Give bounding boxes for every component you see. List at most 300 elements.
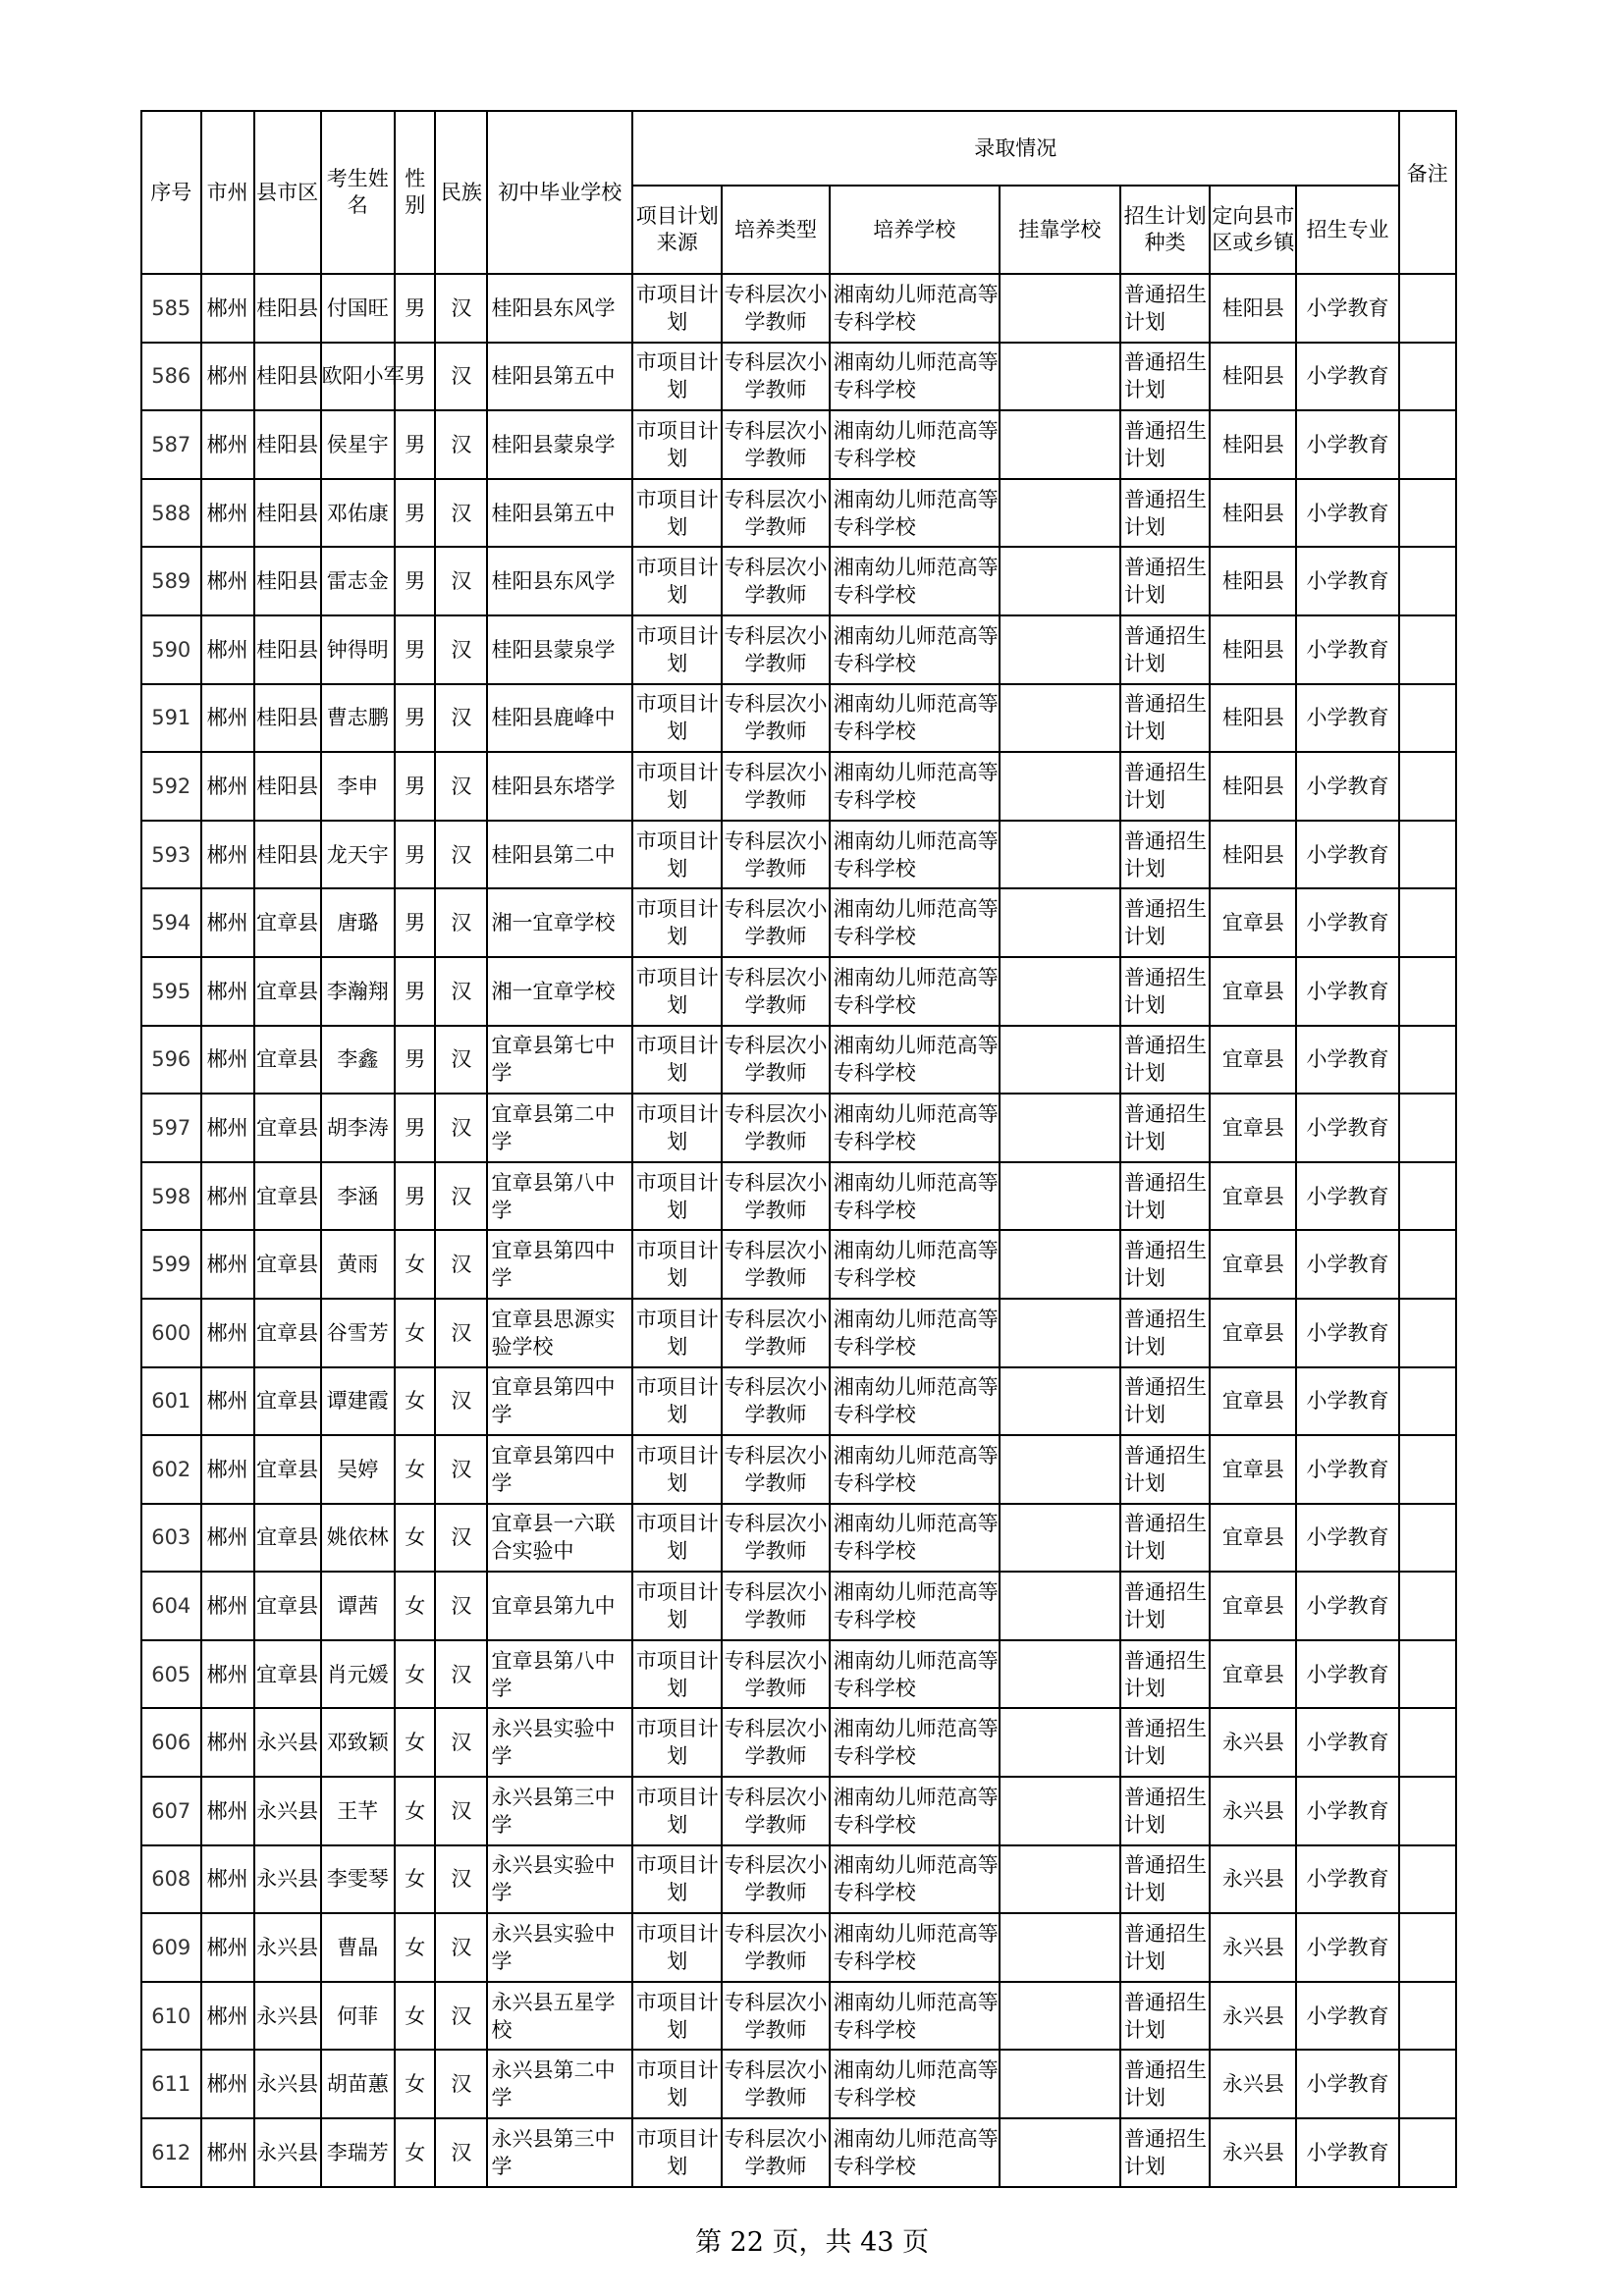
cell-seq: 608 [141,1845,201,1914]
cell-middle-school: 宜章县第四中学 [487,1230,632,1299]
table-row [141,1230,1456,1299]
cell-gender: 男 [395,274,435,343]
cell-plan-kind: 普通招生计划 [1120,1845,1210,1914]
cell-seq: 599 [141,1230,201,1299]
cell-plan-kind: 普通招生计划 [1120,1913,1210,1982]
cell-seq: 610 [141,1982,201,2051]
header-major: 招生专业 [1296,186,1398,274]
cell-directed-area: 桂阳县 [1210,821,1296,889]
cell-county: 宜章县 [254,888,321,957]
cell-seq: 596 [141,1026,201,1095]
cell-ethnicity: 汉 [435,479,487,548]
cell-train-type: 专科层次小学教师 [722,547,829,615]
cell-name: 曹志鹏 [321,684,395,753]
table-row [141,1913,1456,1982]
table-row [141,752,1456,821]
cell-city: 郴州 [201,1094,254,1162]
cell-major: 小学教育 [1296,343,1398,411]
cell-remarks [1399,547,1457,615]
cell-ethnicity: 汉 [435,1230,487,1299]
table-row [141,1982,1456,2051]
cell-county: 宜章县 [254,957,321,1026]
cell-remarks [1399,1026,1457,1095]
cell-county: 宜章县 [254,1367,321,1436]
cell-train-school: 湘南幼儿师范高等专科学校 [830,1299,1000,1367]
cell-middle-school: 桂阳县第二中 [487,821,632,889]
cell-directed-area: 永兴县 [1210,1982,1296,2051]
cell-train-school: 湘南幼儿师范高等专科学校 [830,1094,1000,1162]
cell-gender: 女 [395,1845,435,1914]
cell-county: 桂阳县 [254,343,321,411]
table-row [141,1026,1456,1095]
cell-gender: 男 [395,615,435,684]
cell-ethnicity: 汉 [435,1708,487,1777]
cell-city: 郴州 [201,752,254,821]
cell-gender: 女 [395,1504,435,1573]
cell-plan-source: 市项目计划 [632,1913,722,1982]
table-row [141,1845,1456,1914]
cell-plan-source: 市项目计划 [632,752,722,821]
cell-county: 桂阳县 [254,410,321,479]
cell-middle-school: 桂阳县蒙泉学 [487,410,632,479]
cell-remarks [1399,957,1457,1026]
cell-middle-school: 桂阳县东风学 [487,547,632,615]
cell-plan-kind: 普通招生计划 [1120,343,1210,411]
cell-directed-area: 桂阳县 [1210,479,1296,548]
cell-affiliate-school [1000,615,1120,684]
cell-seq: 594 [141,888,201,957]
cell-affiliate-school [1000,1435,1120,1504]
header-plan-source: 项目计划来源 [632,186,722,274]
cell-directed-area: 桂阳县 [1210,410,1296,479]
cell-city: 郴州 [201,684,254,753]
cell-train-type: 专科层次小学教师 [722,1982,829,2051]
cell-train-school: 湘南幼儿师范高等专科学校 [830,1845,1000,1914]
cell-train-type: 专科层次小学教师 [722,2050,829,2118]
cell-affiliate-school [1000,1845,1120,1914]
cell-city: 郴州 [201,1982,254,2051]
cell-train-type: 专科层次小学教师 [722,1299,829,1367]
cell-seq: 590 [141,615,201,684]
cell-plan-kind: 普通招生计划 [1120,479,1210,548]
cell-train-school: 湘南幼儿师范高等专科学校 [830,1026,1000,1095]
cell-directed-area: 宜章县 [1210,1640,1296,1709]
cell-name: 李瀚翔 [321,957,395,1026]
cell-seq: 605 [141,1640,201,1709]
cell-name: 吴婷 [321,1435,395,1504]
cell-train-type: 专科层次小学教师 [722,1094,829,1162]
cell-name: 胡苗蕙 [321,2050,395,2118]
cell-middle-school: 桂阳县东塔学 [487,752,632,821]
cell-directed-area: 永兴县 [1210,1777,1296,1845]
cell-middle-school: 永兴县第三中学 [487,1777,632,1845]
cell-major: 小学教育 [1296,684,1398,753]
cell-seq: 591 [141,684,201,753]
cell-directed-area: 宜章县 [1210,1367,1296,1436]
cell-major: 小学教育 [1296,1367,1398,1436]
cell-directed-area: 桂阳县 [1210,752,1296,821]
cell-affiliate-school [1000,1572,1120,1640]
header-train-type: 培养类型 [722,186,829,274]
cell-train-type: 专科层次小学教师 [722,1367,829,1436]
cell-plan-source: 市项目计划 [632,410,722,479]
cell-ethnicity: 汉 [435,1504,487,1573]
cell-ethnicity: 汉 [435,2050,487,2118]
cell-train-type: 专科层次小学教师 [722,752,829,821]
cell-gender: 女 [395,1982,435,2051]
cell-county: 永兴县 [254,1708,321,1777]
cell-ethnicity: 汉 [435,1572,487,1640]
cell-name: 王芊 [321,1777,395,1845]
cell-plan-kind: 普通招生计划 [1120,1777,1210,1845]
cell-gender: 女 [395,1367,435,1436]
cell-name: 姚依林 [321,1504,395,1573]
cell-train-school: 湘南幼儿师范高等专科学校 [830,888,1000,957]
header-seq: 序号 [141,111,201,274]
cell-name: 付国旺 [321,274,395,343]
cell-train-school: 湘南幼儿师范高等专科学校 [830,1162,1000,1231]
cell-train-type: 专科层次小学教师 [722,1230,829,1299]
cell-remarks [1399,752,1457,821]
header-train-school: 培养学校 [830,186,1000,274]
cell-name: 胡李涛 [321,1094,395,1162]
cell-remarks [1399,2050,1457,2118]
cell-name: 邓佑康 [321,479,395,548]
cell-seq: 600 [141,1299,201,1367]
cell-major: 小学教育 [1296,1230,1398,1299]
cell-plan-source: 市项目计划 [632,1230,722,1299]
cell-plan-kind: 普通招生计划 [1120,957,1210,1026]
cell-remarks [1399,1162,1457,1231]
cell-train-school: 湘南幼儿师范高等专科学校 [830,1982,1000,2051]
cell-affiliate-school [1000,1913,1120,1982]
cell-city: 郴州 [201,1435,254,1504]
cell-gender: 男 [395,684,435,753]
cell-plan-source: 市项目计划 [632,274,722,343]
cell-remarks [1399,684,1457,753]
cell-county: 宜章县 [254,1504,321,1573]
cell-train-type: 专科层次小学教师 [722,1572,829,1640]
header-directed-area: 定向县市区或乡镇 [1210,186,1296,274]
cell-plan-source: 市项目计划 [632,1504,722,1573]
header-county: 县市区 [254,111,321,274]
cell-city: 郴州 [201,957,254,1026]
cell-plan-kind: 普通招生计划 [1120,274,1210,343]
cell-major: 小学教育 [1296,752,1398,821]
cell-major: 小学教育 [1296,410,1398,479]
cell-plan-kind: 普通招生计划 [1120,547,1210,615]
table-row [141,1777,1456,1845]
cell-gender: 女 [395,1913,435,1982]
cell-directed-area: 桂阳县 [1210,684,1296,753]
cell-plan-kind: 普通招生计划 [1120,1367,1210,1436]
cell-train-school: 湘南幼儿师范高等专科学校 [830,1913,1000,1982]
cell-remarks [1399,1913,1457,1982]
cell-middle-school: 永兴县第二中学 [487,2050,632,2118]
cell-seq: 585 [141,274,201,343]
cell-plan-source: 市项目计划 [632,2050,722,2118]
cell-county: 永兴县 [254,1845,321,1914]
table-row [141,957,1456,1026]
cell-name: 龙天宇 [321,821,395,889]
cell-major: 小学教育 [1296,1572,1398,1640]
cell-middle-school: 湘一宜章学校 [487,888,632,957]
cell-name: 何菲 [321,1982,395,2051]
cell-seq: 603 [141,1504,201,1573]
cell-remarks [1399,821,1457,889]
cell-train-school: 湘南幼儿师范高等专科学校 [830,274,1000,343]
cell-remarks [1399,343,1457,411]
cell-gender: 男 [395,343,435,411]
cell-city: 郴州 [201,1708,254,1777]
cell-train-type: 专科层次小学教师 [722,1162,829,1231]
table-row [141,1572,1456,1640]
cell-county: 宜章县 [254,1094,321,1162]
cell-name: 谭茜 [321,1572,395,1640]
cell-affiliate-school [1000,888,1120,957]
cell-city: 郴州 [201,1299,254,1367]
cell-city: 郴州 [201,1845,254,1914]
cell-remarks [1399,1504,1457,1573]
cell-affiliate-school [1000,1777,1120,1845]
cell-plan-source: 市项目计划 [632,1640,722,1709]
cell-remarks [1399,479,1457,548]
cell-remarks [1399,1094,1457,1162]
table-row [141,343,1456,411]
table-row [141,1299,1456,1367]
cell-gender: 男 [395,479,435,548]
cell-affiliate-school [1000,1094,1120,1162]
cell-name: 邓致颖 [321,1708,395,1777]
cell-seq: 593 [141,821,201,889]
page-footer: 第 22 页，共 43 页 [694,2227,930,2258]
cell-middle-school: 桂阳县东风学 [487,274,632,343]
cell-train-school: 湘南幼儿师范高等专科学校 [830,2118,1000,2187]
cell-county: 永兴县 [254,2050,321,2118]
cell-plan-source: 市项目计划 [632,615,722,684]
cell-county: 宜章县 [254,1299,321,1367]
cell-plan-kind: 普通招生计划 [1120,1640,1210,1709]
cell-plan-kind: 普通招生计划 [1120,888,1210,957]
cell-affiliate-school [1000,684,1120,753]
cell-train-school: 湘南幼儿师范高等专科学校 [830,479,1000,548]
cell-directed-area: 永兴县 [1210,1708,1296,1777]
cell-county: 宜章县 [254,1026,321,1095]
cell-affiliate-school [1000,1026,1120,1095]
cell-directed-area: 宜章县 [1210,1094,1296,1162]
cell-train-school: 湘南幼儿师范高等专科学校 [830,1640,1000,1709]
cell-train-type: 专科层次小学教师 [722,343,829,411]
cell-name: 谷雪芳 [321,1299,395,1367]
header-name: 考生姓名 [321,111,395,274]
cell-plan-kind: 普通招生计划 [1120,1435,1210,1504]
cell-plan-kind: 普通招生计划 [1120,1026,1210,1095]
cell-train-type: 专科层次小学教师 [722,1640,829,1709]
cell-county: 桂阳县 [254,479,321,548]
cell-directed-area: 宜章县 [1210,1572,1296,1640]
cell-middle-school: 宜章县第四中学 [487,1435,632,1504]
cell-middle-school: 宜章县第八中学 [487,1162,632,1231]
cell-major: 小学教育 [1296,1708,1398,1777]
cell-plan-kind: 普通招生计划 [1120,1162,1210,1231]
cell-plan-kind: 普通招生计划 [1120,1708,1210,1777]
cell-directed-area: 桂阳县 [1210,343,1296,411]
cell-middle-school: 桂阳县第五中 [487,343,632,411]
cell-gender: 女 [395,2050,435,2118]
cell-train-school: 湘南幼儿师范高等专科学校 [830,684,1000,753]
table-row [141,615,1456,684]
cell-ethnicity: 汉 [435,2118,487,2187]
cell-train-type: 专科层次小学教师 [722,1777,829,1845]
cell-train-school: 湘南幼儿师范高等专科学校 [830,1708,1000,1777]
table-row [141,821,1456,889]
cell-ethnicity: 汉 [435,1299,487,1367]
cell-plan-kind: 普通招生计划 [1120,1299,1210,1367]
cell-major: 小学教育 [1296,479,1398,548]
table-row [141,2050,1456,2118]
table-row [141,684,1456,753]
cell-affiliate-school [1000,1230,1120,1299]
cell-directed-area: 桂阳县 [1210,547,1296,615]
cell-major: 小学教育 [1296,1162,1398,1231]
cell-train-school: 湘南幼儿师范高等专科学校 [830,1230,1000,1299]
cell-directed-area: 宜章县 [1210,957,1296,1026]
cell-train-school: 湘南幼儿师范高等专科学校 [830,1572,1000,1640]
cell-middle-school: 宜章县第九中 [487,1572,632,1640]
cell-plan-source: 市项目计划 [632,343,722,411]
cell-county: 桂阳县 [254,274,321,343]
cell-affiliate-school [1000,2050,1120,2118]
cell-directed-area: 宜章县 [1210,888,1296,957]
cell-train-school: 湘南幼儿师范高等专科学校 [830,410,1000,479]
cell-major: 小学教育 [1296,821,1398,889]
cell-plan-kind: 普通招生计划 [1120,615,1210,684]
cell-seq: 588 [141,479,201,548]
table-row [141,888,1456,957]
cell-affiliate-school [1000,752,1120,821]
table-row [141,274,1456,343]
cell-city: 郴州 [201,343,254,411]
cell-seq: 606 [141,1708,201,1777]
cell-middle-school: 宜章县第四中学 [487,1367,632,1436]
cell-ethnicity: 汉 [435,1845,487,1914]
cell-train-type: 专科层次小学教师 [722,2118,829,2187]
header-middle-school: 初中毕业学校 [487,111,632,274]
cell-major: 小学教育 [1296,1504,1398,1573]
cell-gender: 男 [395,752,435,821]
cell-ethnicity: 汉 [435,888,487,957]
cell-city: 郴州 [201,1162,254,1231]
cell-train-type: 专科层次小学教师 [722,1708,829,1777]
cell-remarks [1399,1640,1457,1709]
cell-train-school: 湘南幼儿师范高等专科学校 [830,1367,1000,1436]
cell-remarks [1399,1299,1457,1367]
cell-major: 小学教育 [1296,1299,1398,1367]
cell-plan-kind: 普通招生计划 [1120,1094,1210,1162]
cell-plan-source: 市项目计划 [632,957,722,1026]
cell-affiliate-school [1000,1299,1120,1367]
cell-directed-area: 桂阳县 [1210,274,1296,343]
cell-county: 桂阳县 [254,752,321,821]
cell-plan-source: 市项目计划 [632,1572,722,1640]
cell-name: 欧阳小军 [321,343,395,411]
cell-major: 小学教育 [1296,1026,1398,1095]
cell-name: 雷志金 [321,547,395,615]
admission-table [140,110,1457,2188]
cell-plan-source: 市项目计划 [632,1026,722,1095]
cell-city: 郴州 [201,615,254,684]
cell-affiliate-school [1000,1640,1120,1709]
cell-middle-school: 湘一宜章学校 [487,957,632,1026]
table-row [141,479,1456,548]
cell-affiliate-school [1000,410,1120,479]
cell-name: 李雯琴 [321,1845,395,1914]
cell-name: 谭建霞 [321,1367,395,1436]
header-row-top [141,111,1456,186]
cell-middle-school: 永兴县实验中学 [487,1913,632,1982]
cell-affiliate-school [1000,1504,1120,1573]
cell-city: 郴州 [201,1777,254,1845]
header-ethnicity: 民族 [435,111,487,274]
cell-ethnicity: 汉 [435,684,487,753]
cell-plan-kind: 普通招生计划 [1120,684,1210,753]
cell-train-type: 专科层次小学教师 [722,274,829,343]
cell-plan-source: 市项目计划 [632,1435,722,1504]
cell-plan-source: 市项目计划 [632,1299,722,1367]
cell-directed-area: 宜章县 [1210,1230,1296,1299]
cell-affiliate-school [1000,1708,1120,1777]
cell-affiliate-school [1000,1982,1120,2051]
cell-city: 郴州 [201,1367,254,1436]
cell-seq: 612 [141,2118,201,2187]
cell-seq: 592 [141,752,201,821]
cell-train-school: 湘南幼儿师范高等专科学校 [830,752,1000,821]
cell-remarks [1399,1777,1457,1845]
cell-train-type: 专科层次小学教师 [722,821,829,889]
cell-directed-area: 宜章县 [1210,1299,1296,1367]
cell-remarks [1399,2118,1457,2187]
table-row [141,1708,1456,1777]
cell-train-school: 湘南幼儿师范高等专科学校 [830,1435,1000,1504]
cell-train-school: 湘南幼儿师范高等专科学校 [830,1777,1000,1845]
cell-seq: 586 [141,343,201,411]
cell-city: 郴州 [201,410,254,479]
header-plan-kind: 招生计划种类 [1120,186,1210,274]
cell-train-type: 专科层次小学教师 [722,888,829,957]
cell-affiliate-school [1000,479,1120,548]
cell-train-type: 专科层次小学教师 [722,1504,829,1573]
cell-major: 小学教育 [1296,1913,1398,1982]
cell-county: 桂阳县 [254,547,321,615]
cell-ethnicity: 汉 [435,1982,487,2051]
cell-train-school: 湘南幼儿师范高等专科学校 [830,1504,1000,1573]
cell-major: 小学教育 [1296,2118,1398,2187]
cell-plan-source: 市项目计划 [632,1845,722,1914]
cell-plan-source: 市项目计划 [632,821,722,889]
cell-name: 钟得明 [321,615,395,684]
cell-major: 小学教育 [1296,615,1398,684]
cell-train-type: 专科层次小学教师 [722,1435,829,1504]
cell-name: 李申 [321,752,395,821]
cell-plan-kind: 普通招生计划 [1120,1982,1210,2051]
cell-plan-source: 市项目计划 [632,888,722,957]
cell-middle-school: 宜章县思源实验学校 [487,1299,632,1367]
header-affiliate-school: 挂靠学校 [1000,186,1120,274]
cell-gender: 女 [395,1230,435,1299]
cell-name: 李鑫 [321,1026,395,1095]
cell-city: 郴州 [201,821,254,889]
cell-seq: 601 [141,1367,201,1436]
